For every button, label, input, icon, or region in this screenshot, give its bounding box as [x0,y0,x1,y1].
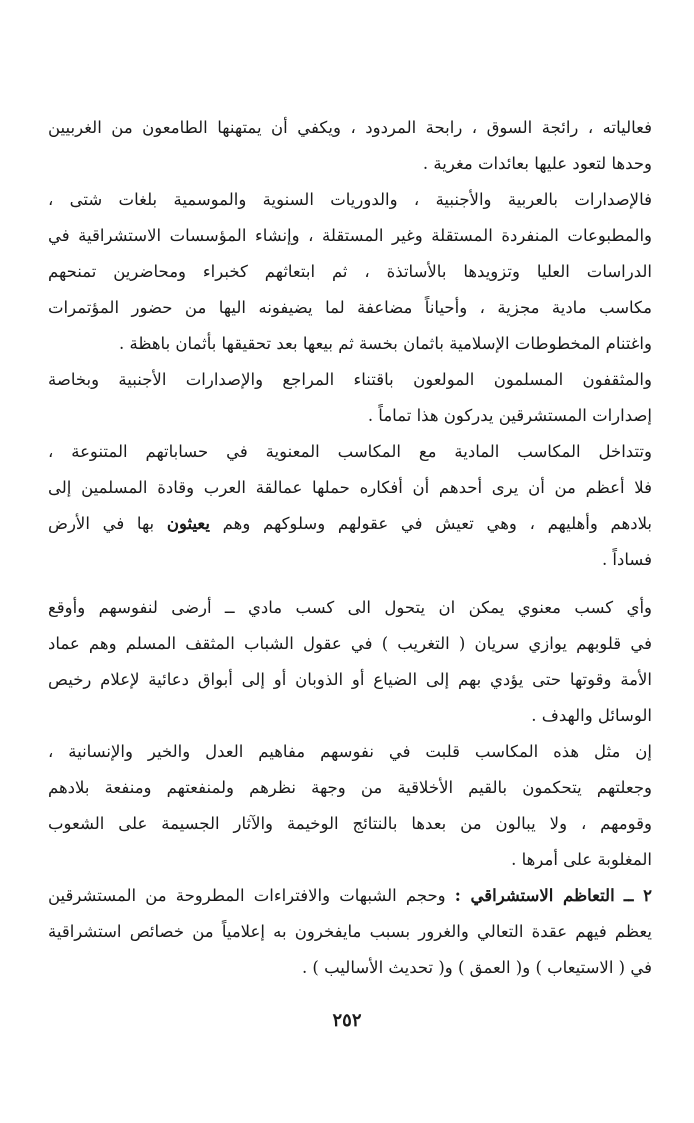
paragraph-2 [48,182,652,362]
text-line: إن مثل هذه المكاسب قلبت في نفوسهم مفاهيم العدل والخير والإنسانية ، [48,742,652,761]
text-line-with-bold: بلادهم وأهليهم ، وهي تعيش في عقولهم وسلوكهم وهم يعيثون بها في الأرض [48,514,653,533]
text-line: وجعلتهم يتحكمون بالقيم الأخلاقية من وجهة نظرهم ولمنفعتهم ومنفعة بلادهم [48,778,652,797]
text-line: فساداً . [601,550,652,569]
heading-line [48,878,652,914]
text-line: وقومهم ، ولا يبالون من بعدها بالنتائج الوخيمة والآثار الجسيمة على الشعوب [48,814,652,833]
text-line: المغلوبة على أمرها . [511,850,652,869]
text-line: والمطبوعات المنفردة المستقلة وغير المستقلة ، وإنشاء المؤسسات الاستشراقية في [48,226,652,245]
text-line: والمثقفون المسلمون المولعون باقتناء المراجع والإصدارات الأجنبية وبخاصة [48,370,652,389]
text-line: الدراسات العليا وتزويدها بالأساتذة ، ثم ابتعاثهم كخبراء ومحاضرين تمنحهم [48,262,652,281]
text-line: مكاسب مادية مجزية ، وأحياناً مضاعفة لما يضيفونه اليها من حضور المؤتمرات [48,298,652,317]
body-text [48,110,652,986]
text-line: وأي كسب معنوي يمكن ان يتحول الى كسب مادي ــ أرضى لنفوسهم وأوقع [48,598,652,617]
text-line: فالإصدارات بالعربية والأجنبية ، والدوريات السنوية والموسمية بلغات شتى ، [48,190,652,209]
section-heading: التعاظم الاستشراقي : [454,886,615,905]
paragraph-3 [48,362,652,434]
text-line: فعالياته ، رائجة السوق ، رابحة المردود ، ويكفي أن يمتهنها الطامعون من الغربيين [48,118,652,137]
text-line: إصدارات المستشرقين يدركون هذا تماماً . [367,406,652,425]
text-line: واغتنام المخطوطات الإسلامية باثمان بخسة ثم بيعها بعد تحقيقها بأثمان باهظة . [118,334,652,353]
paragraph-5 [48,590,652,734]
text-line: وحجم الشبهات والافتراءات المطروحة من المستشرقين [48,886,446,905]
paragraph-1 [48,110,652,182]
text-line: وتتداخل المكاسب المادية مع المكاسب المعنوية في حساباتهم المتنوعة ، [48,442,652,461]
paragraph-7 [48,878,652,986]
text-line: يعظم فيهم عقدة التعالي والغرور بسبب مايفخرون به إعلامياً من خصائص استشراقية [48,922,652,941]
page-number: ٢٥٢ [332,1010,362,1031]
text-line: فلا أعظم من أن يرى أحدهم أن أفكاره حملها عمالقة العرب وقادة المسلمين إلى [48,478,652,497]
paragraph-4 [48,434,652,578]
emphasized-word: يعيثون [166,514,210,533]
section-number: ٢ ــ [623,886,653,905]
paragraph-6 [48,734,652,878]
text-line: وحدها لتعود عليها بعائدات مغرية . [422,154,652,173]
text-line: في ( الاستيعاب ) و( العمق ) و( تحديث الأساليب ) . [301,958,652,977]
text-line: في قلوبهم يوازي سريان ( التغريب ) في عقول الشباب المثقف المسلم وهم عماد [48,634,652,653]
text-line: الأمة وقوتها حتى يؤدي بهم إلى الضياع أو الذوبان أو إلى أبواق دعائية لإعلام رخيص [48,670,652,689]
text-line: الوسائل والهدف . [531,706,652,725]
